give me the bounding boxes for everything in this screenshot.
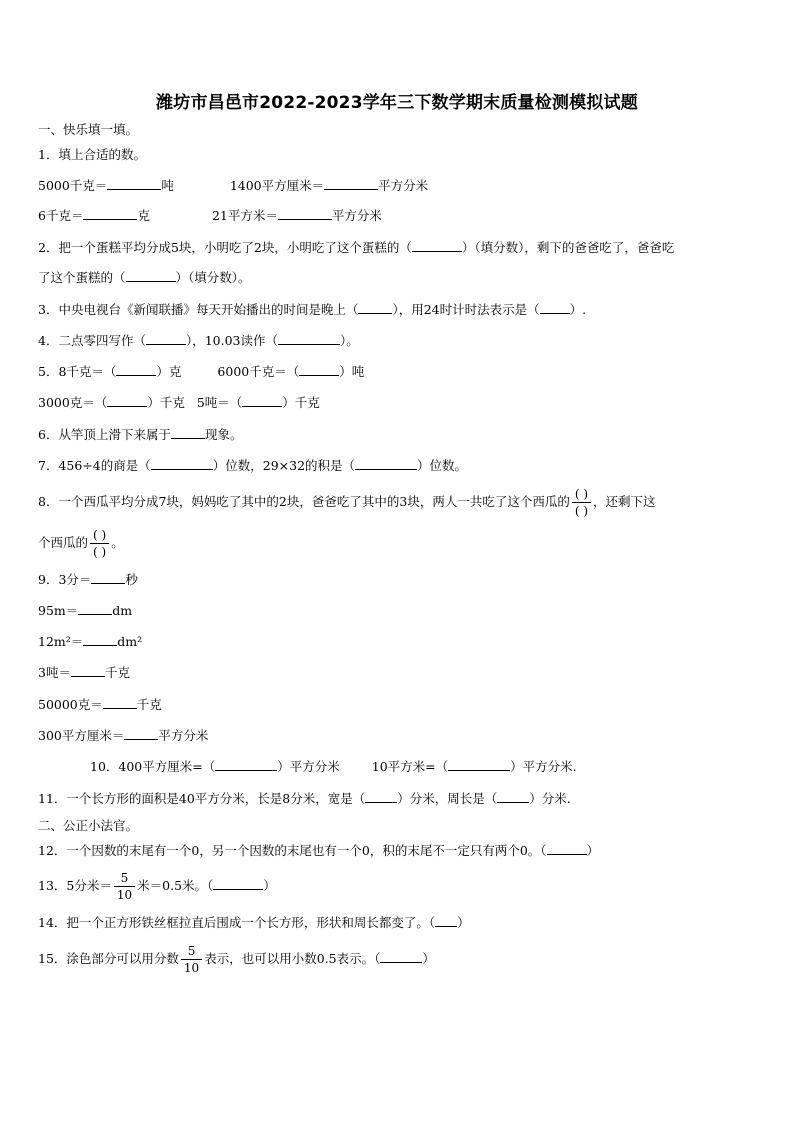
q2-text: ）（填分数），剩下的爸爸吃了，爸爸吃 [461,240,675,255]
q15-text: 15．涂色部分可以用分数 [38,951,179,966]
question-8-line-1 [38,484,656,520]
q1-text: 克 [137,208,150,223]
fraction-blank[interactable] [90,528,109,559]
fraction-denominator: ( ) [574,504,589,518]
q2-text: 2．把一个蛋糕平均分成5块，小明吃了2块，小明吃了这个蛋糕的（ [38,240,412,255]
q13-text: 13．5分米＝ [38,878,112,893]
fraction [181,944,202,975]
question-8-line-2 [38,525,124,561]
q7-text: 7．456÷4的商是（ [38,458,151,473]
answer-blank[interactable] [103,696,137,709]
q12-text: ） [586,843,600,858]
q5-text: ）吨 [339,364,365,379]
question-9-row-2 [38,601,132,621]
q4-text: ）。 [340,333,359,348]
answer-blank[interactable] [278,332,340,345]
q11-text: 11．一个长方形的面积是40平方分米，长是8分米，宽是（ [38,791,366,806]
q5-text: 5．8千克＝（ [38,364,117,379]
answer-blank[interactable] [497,790,529,803]
q10-text: 10平方米=（ [371,759,449,774]
answer-blank[interactable] [116,363,156,376]
q3-text: ）. [569,302,587,317]
q3-text: ），用24时计时法表示是（ [392,302,540,317]
answer-blank[interactable] [299,363,339,376]
q5-text: 5吨＝（ [196,395,243,410]
answer-blank[interactable] [324,177,378,190]
answer-blank[interactable] [83,633,117,646]
question-6 [38,425,242,445]
answer-blank[interactable] [278,207,332,220]
q1-text: 吨 [161,178,174,193]
q9-text: 300平方厘米＝ [38,728,125,743]
q15-text: ） [422,951,435,966]
q9-text: 千克 [136,697,162,712]
answer-blank[interactable] [78,602,112,615]
question-10 [90,757,577,777]
q4-text: ），10.03读作（ [185,333,279,348]
question-2-line-2 [38,268,251,288]
answer-blank[interactable] [126,269,176,282]
q5-text: 3000克＝（ [38,395,108,410]
q9-text: 3吨＝ [38,665,71,680]
answer-blank[interactable] [365,790,397,803]
answer-blank[interactable] [358,301,392,314]
question-12 [38,841,599,861]
answer-blank[interactable] [435,914,457,927]
q15-text: 表示，也可以用小数0.5表示。（ [204,951,381,966]
question-1-heading: 1．填上合适的数。 [38,147,146,162]
question-14 [38,913,470,933]
question-9-row-3 [38,632,142,652]
q14-text: ） [457,915,470,930]
q8-text: 8．一个西瓜平均分成7块，妈妈吃了其中的2块，爸爸吃了其中的3块，两人一共吃了这个西瓜的 [38,494,570,509]
page-title: 潍坊市昌邑市2022-2023学年三下数学期末质量检测模拟试题 [156,93,638,113]
answer-blank[interactable] [547,842,587,855]
q10-text: 10．400平方厘米=（ [90,759,216,774]
answer-blank[interactable] [124,727,158,740]
answer-blank[interactable] [380,950,422,963]
q9-text: 95m＝ [38,603,79,618]
answer-blank[interactable] [242,394,282,407]
answer-blank[interactable] [213,877,263,890]
fraction-numerator: 5 [187,944,196,958]
section-heading-1: 一、快乐填一填。 [38,122,139,137]
q12-text: 12．一个因数的末尾有一个0，另一个因数的末尾也有一个0，积的末尾不一定只有两个0。（ [38,843,547,858]
question-5-row-2 [38,393,320,413]
answer-blank[interactable] [71,664,105,677]
answer-blank[interactable] [146,332,186,345]
q2-text: 了这个蛋糕的（ [38,270,126,285]
answer-blank[interactable] [171,426,205,439]
question-1-row-2 [38,206,382,226]
q9-text: 平方分米 [158,728,209,743]
question-3 [38,300,586,320]
q9-text: 12m²＝ [38,634,84,649]
question-9-row-4 [38,663,130,683]
question-15 [38,939,435,979]
answer-blank[interactable] [355,457,417,470]
q8-text: ，还剩下这 [593,494,656,509]
q6-text: 6．从竿顶上滑下来属于 [38,427,171,442]
q10-text: ）平方分米 [277,759,340,774]
answer-blank[interactable] [83,207,137,220]
q9-text: 9．3分＝ [38,572,92,587]
q1-text: 5000千克＝ [38,178,108,193]
q3-text: 3．中央电视台《新闻联播》每天开始播出的时间是晚上（ [38,302,359,317]
q7-text: ）位数。 [417,458,468,473]
fraction-denominator: 10 [183,961,200,975]
question-7 [38,456,467,476]
q1-text: 平方分米 [378,178,429,193]
question-9-row-6 [38,726,208,746]
q5-text: ）千克 [147,395,185,410]
answer-blank[interactable] [540,301,570,314]
question-1-row-1 [38,176,428,196]
q9-text: dm [112,603,133,618]
fraction-numerator: 5 [120,871,129,885]
question-4 [38,331,359,351]
q13-text: ） [263,878,276,893]
answer-blank[interactable] [107,394,147,407]
answer-blank[interactable] [412,239,462,252]
answer-blank[interactable] [151,457,213,470]
q11-text: ）分米. [529,791,571,806]
q4-text: 4．二点零四写作（ [38,333,146,348]
answer-blank[interactable] [448,758,510,771]
q1-text: 平方分米 [331,208,382,223]
fraction [114,871,135,902]
q5-text: ）克 [156,364,182,379]
question-9-row-5 [38,695,162,715]
q8-text: 个西瓜的 [38,535,89,550]
q10-text: ）平方分米. [510,759,577,774]
question-9-row-1 [38,570,138,590]
fraction-denominator: ( ) [93,545,107,559]
q1-text: 6千克＝ [38,208,84,223]
q6-text: 现象。 [204,427,243,442]
q7-text: ）位数，29×32的积是（ [212,458,356,473]
q9-text: 秒 [125,572,138,587]
q1-text: 21平方米＝ [211,208,278,223]
q9-text: 50000克＝ [38,697,103,712]
question-13 [38,866,276,906]
fraction-numerator: ( ) [93,528,107,542]
q2-text: ）（填分数）。 [175,270,251,285]
q9-text: 千克 [104,665,130,680]
q8-text: 。 [111,535,124,550]
q9-text: dm² [117,634,143,649]
q11-text: ）分米，周长是（ [397,791,498,806]
question-5-row-1 [38,362,364,382]
answer-blank[interactable] [91,571,125,584]
question-11 [38,789,571,809]
section-heading-2: 二、公正小法官。 [38,818,139,833]
fraction-blank[interactable] [572,487,591,518]
q1-text: 1400平方厘米＝ [229,178,325,193]
q14-text: 14．把一个正方形铁丝框拉直后围成一个长方形，形状和周长都变了。（ [38,915,436,930]
q5-text: ）千克 [282,395,320,410]
answer-blank[interactable] [215,758,277,771]
fraction-numerator: ( ) [574,487,589,501]
question-2-line-1 [38,238,674,258]
answer-blank[interactable] [107,177,161,190]
q13-text: 米＝0.5米。（ [137,878,214,893]
q5-text: 6000千克＝（ [217,364,300,379]
fraction-denominator: 10 [116,888,133,902]
